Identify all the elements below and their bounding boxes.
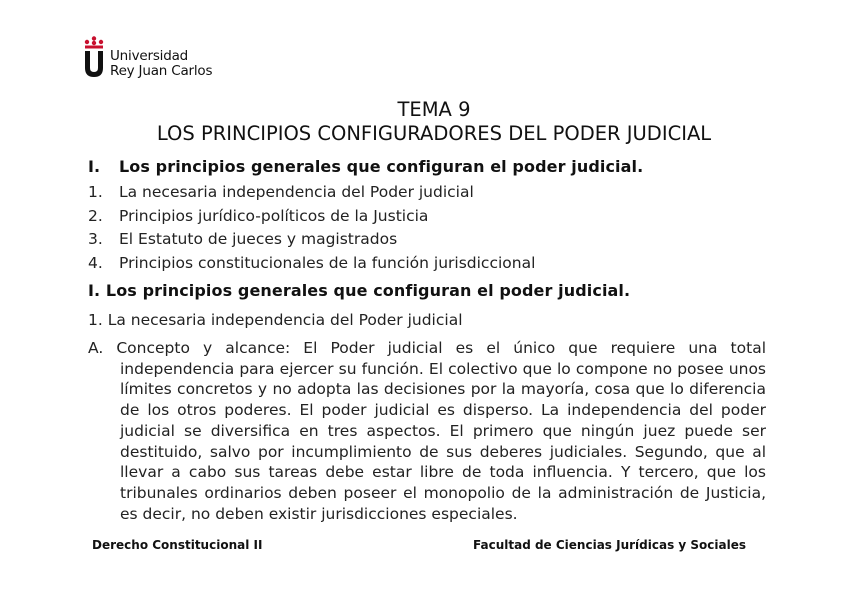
- outline-heading-number: I.: [88, 157, 101, 176]
- outline-heading: [88, 157, 643, 176]
- university-logo: [82, 36, 212, 80]
- list-item-number: 1.: [88, 183, 103, 201]
- list-item-number: 2.: [88, 206, 103, 225]
- university-name-line2: Rey Juan Carlos: [110, 63, 213, 79]
- topic-title: LOS PRINCIPIOS CONFIGURADORES DEL PODER JUDICIAL: [156, 122, 712, 145]
- section-heading: I. Los principios generales que configuran el poder judicial.: [88, 281, 631, 300]
- section-subheading: 1. La necesaria independencia del Poder judicial: [88, 311, 463, 329]
- list-item-label: Principios constitucionales de la función jurisdiccional: [119, 253, 536, 272]
- footer-course: Derecho Constitucional II: [92, 538, 263, 552]
- list-item: [88, 228, 535, 252]
- list-item: [88, 181, 535, 205]
- university-name: [110, 49, 212, 79]
- footer-faculty: Facultad de Ciencias Jurídicas y Sociales: [473, 538, 746, 552]
- list-item-number: 3.: [88, 230, 103, 248]
- list-item-number: 4.: [88, 253, 103, 272]
- topic-number: TEMA 9: [397, 98, 471, 121]
- outline-heading-text: Los principios generales que configuran el poder judicial.: [119, 157, 644, 176]
- urjc-crown-u-logo-icon: [82, 36, 106, 80]
- outline-list: [88, 181, 535, 275]
- list-item: [88, 205, 535, 229]
- list-item-label: Principios jurídico-políticos de la Justicia: [119, 206, 429, 225]
- list-item: [88, 252, 535, 276]
- section-paragraph: A. Concepto y alcance: El Poder judicial es el único que requiere una total independencia para ejercer su función. El colectivo que lo compone no posee unos límites concretos y no adopta las decisiones por la mayoría, cosa que lo diferencia de los otros poderes. El poder judicial es disperso. La independencia del poder judicial se diversifica en tres aspectos. El primero que ningún juez puede ser destituido, salvo por incumplimiento de sus deberes judiciales. Segundo, que al llevar a cabo sus tareas debe estar libre de toda influencia. Y tercero, que los tribunales ordinarios deben poseer el monopolio de la administración de Justicia, es decir, no deben existir jurisdicciones especiales.: [88, 339, 766, 523]
- university-name-line1: Universidad: [110, 48, 189, 64]
- list-item-label: El Estatuto de jueces y magistrados: [119, 230, 398, 248]
- list-item-label: La necesaria independencia del Poder judicial: [119, 183, 474, 201]
